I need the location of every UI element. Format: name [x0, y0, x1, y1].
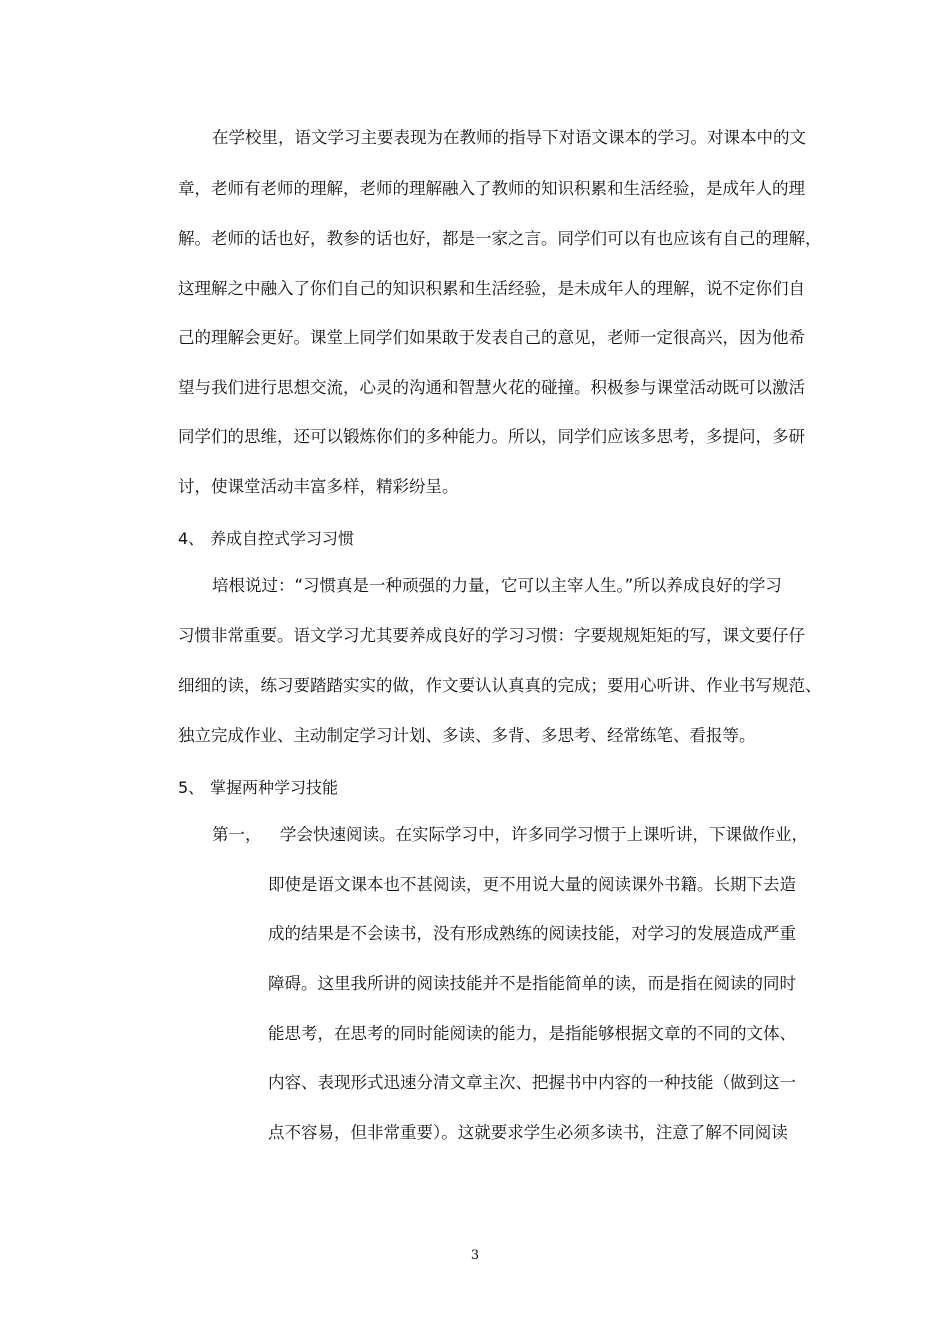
paragraph-3-line-7: 点不容易，但非常重要）。这就要求学生必须多读书，注意了解不同阅读 [268, 1123, 788, 1142]
paragraph-3-line-1 [212, 823, 808, 847]
section-5-heading [178, 776, 338, 800]
paragraph-3-line-4: 障碍。这里我所讲的阅读技能并不是指能简单的读，而是指在阅读的同时 [268, 974, 796, 993]
section-4-number: 4、 [178, 529, 205, 548]
paragraph-1-line-2: 章，老师有老师的理解，老师的理解融入了教师的知识积累和生活经验，是成年人的理 [178, 179, 805, 198]
paragraph-3-line-2: 即使是语文课本也不甚阅读，更不用说大量的阅读课外书籍。长期下去造 [268, 875, 796, 894]
paragraph-1-line-3: 解。老师的话也好，教参的话也好，都是一家之言。同学们可以有也应该有自己的理解， [178, 229, 822, 248]
paragraph-3-line-5: 能思考，在思考的同时能阅读的能力，是指能够根据文章的不同的文体、 [268, 1024, 796, 1043]
paragraph-3-first-line: 学会快速阅读。在实际学习中，许多同学习惯于上课听讲，下课做作业， [280, 825, 808, 844]
paragraph-1-line-4: 这理解之中融入了你们自己的知识积累和生活经验，是未成年人的理解，说不定你们自 [178, 279, 805, 298]
paragraph-2-line-2: 习惯非常重要。语文学习尤其要养成良好的学习习惯：字要规规矩矩的写，课文要仔仔 [178, 626, 805, 645]
paragraph-3-line-3: 成的结果是不会读书，没有形成熟练的阅读技能，对学习的发展造成严重 [268, 924, 796, 943]
section-4-heading [178, 527, 354, 551]
section-4-title: 养成自控式学习习惯 [210, 529, 355, 548]
paragraph-3-label: 第一， [212, 825, 262, 844]
section-5-title: 掌握两种学习技能 [210, 778, 339, 797]
paragraph-1-line-8: 讨，使课堂活动丰富多样，精彩纷呈。 [178, 477, 459, 496]
paragraph-1-line-5: 己的理解会更好。课堂上同学们如果敢于发表自己的意见，老师一定很高兴，因为他希 [178, 328, 805, 347]
paragraph-1-line-1: 在学校里，语文学习主要表现为在教师的指导下对语文课本的学习。对课本中的文 [212, 128, 806, 147]
paragraph-2-line-3: 细细的读，练习要踏踏实实的做，作文要认认真真的完成；要用心听讲、作业书写规范、 [178, 676, 822, 695]
paragraph-3-line-6: 内容、表现形式迅速分清文章主次、把握书中内容的一种技能（做到这一 [268, 1073, 796, 1092]
paragraph-1-line-7: 同学们的思维，还可以锻炼你们的多种能力。所以，同学们应该多思考，多提问，多研 [178, 427, 805, 446]
section-5-number: 5、 [178, 778, 205, 797]
page-number: 3 [470, 1248, 480, 1263]
paragraph-2-line-1: 培根说过：“习惯真是一种顽强的力量，它可以主宰人生。”所以养成良好的学习 [212, 576, 782, 595]
paragraph-2-line-4: 独立完成作业、主动制定学习计划、多读、多背、多思考、经常练笔、看报等。 [178, 726, 756, 745]
paragraph-1-line-6: 望与我们进行思想交流，心灵的沟通和智慧火花的碰撞。积极参与课堂活动既可以激活 [178, 378, 805, 397]
